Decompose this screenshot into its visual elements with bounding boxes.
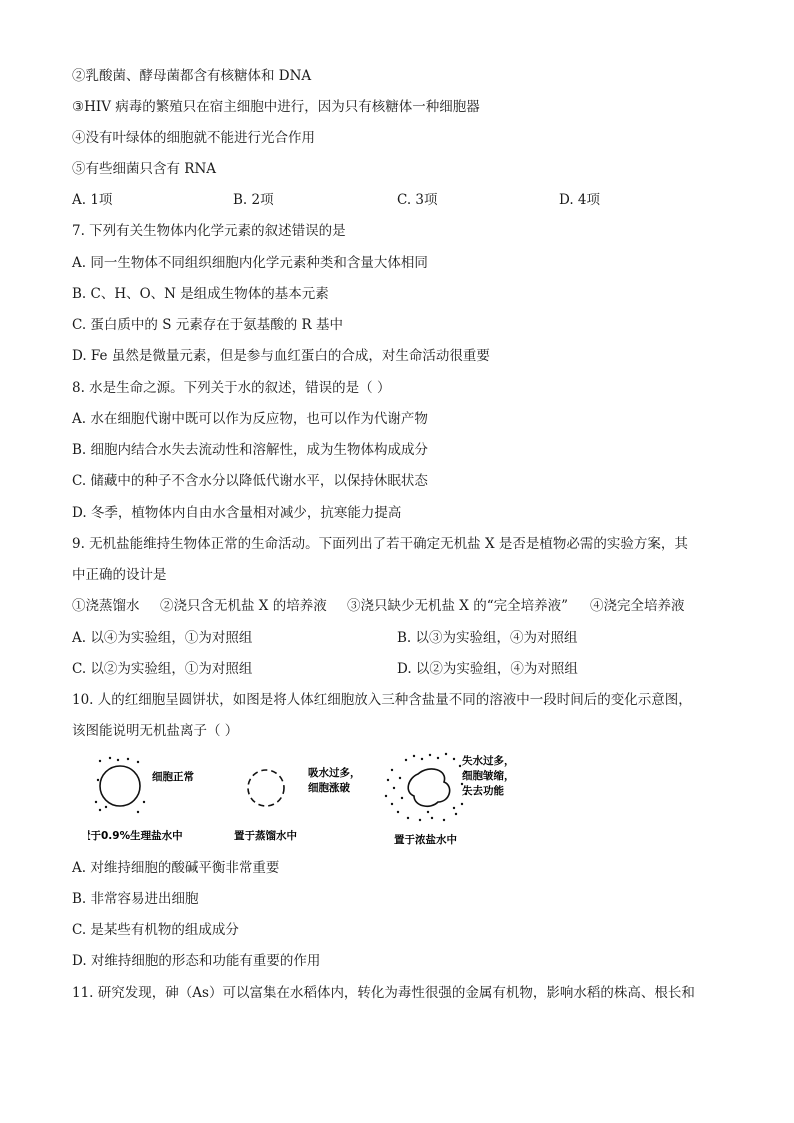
shrunken-cell-label-2: 细胞皱缩， (462, 770, 515, 782)
q6-item-3: ③HIV 病毒的繁殖只在宿主细胞中进行，因为只有核糖体一种细胞器 (72, 99, 480, 115)
q8-stem: 8. 水是生命之源。下列关于水的叙述，错误的是（ ） (72, 380, 391, 396)
shrunken-cell-outline (408, 769, 449, 806)
q9-choice-2: ②浇只含无机盐 X 的培养液 (160, 598, 327, 614)
q9-option-a: A. 以④为实验组，①为对照组 (72, 630, 253, 646)
q10-option-d: D. 对维持细胞的形态和功能有重要的作用 (72, 953, 321, 969)
q8-option-a: A. 水在细胞代谢中既可以作为反应物，也可以作为代谢产物 (72, 411, 428, 427)
q6-option-b: B. 2项 (233, 192, 274, 208)
q8-option-b: B. 细胞内结合水失去流动性和溶解性，成为生物体构成成分 (72, 442, 429, 458)
q7-option-a: A. 同一生物体不同组织细胞内化学元素种类和含量大体相同 (72, 255, 428, 271)
q6-option-a: A. 1项 (72, 192, 113, 208)
q9-option-d: D. 以②为实验组，④为对照组 (397, 661, 578, 677)
burst-cell-label-2: 细胞涨破 (308, 782, 350, 794)
q10-option-a: A. 对维持细胞的酸碱平衡非常重要 (72, 860, 280, 876)
q9-choice-4: ④浇完全培养液 (590, 598, 685, 614)
q7-stem: 7. 下列有关生物体内化学元素的叙述错误的是 (72, 223, 346, 239)
q7-option-c: C. 蛋白质中的 S 元素存在于氨基酸的 R 基中 (72, 317, 344, 333)
q10-stem-line1: 10. 人的红细胞呈圆饼状，如图是将人体红细胞放入三种含盐量不同的溶液中一段时间后的变化示意图， (72, 692, 692, 708)
shrunken-cell-salt-dots (385, 753, 467, 821)
q7-option-b: B. C、H、O、N 是组成生物体的基本元素 (72, 286, 329, 302)
q10-option-b: B. 非常容易进出细胞 (72, 891, 199, 907)
burst-cell-circle (248, 770, 284, 806)
q9-choice-3: ③浇只缺少无机盐 X 的“完全培养液” (347, 598, 568, 614)
q8-option-d: D. 冬季，植物体内自由水含量相对减少，抗寒能力提高 (72, 505, 402, 521)
burst-cell-panel (234, 766, 361, 842)
q6-option-c: C. 3项 (397, 192, 438, 208)
q6-item-4: ④没有叶绿体的细胞就不能进行光合作用 (72, 130, 315, 146)
q9-option-c: C. 以②为实验组，①为对照组 (72, 661, 253, 677)
normal-cell-caption: 置于0.9%生理盐水中 (88, 830, 183, 842)
normal-cell-panel (88, 757, 194, 842)
q9-choice-1: ①浇蒸馏水 (72, 598, 140, 614)
shrunken-cell-panel (385, 753, 515, 846)
q6-item-5: ⑤有些细菌只含有 RNA (72, 161, 217, 177)
shrunken-cell-label-3: 失去功能 (462, 785, 504, 797)
normal-cell-circle (100, 766, 140, 806)
shrunken-cell-label-1: 失水过多， (462, 755, 515, 767)
q11-stem-line1: 11. 研究发现，砷（As）可以富集在水稻体内，转化为毒性很强的金属有机物，影响水稻的株高、根长和 (72, 985, 695, 1001)
q7-option-d: D. Fe 虽然是微量元素，但是参与血红蛋白的合成，对生命活动很重要 (72, 348, 490, 364)
q8-option-c: C. 储藏中的种子不含水分以降低代谢水平，以保持休眠状态 (72, 473, 428, 489)
q10-stem-line2: 该图能说明无机盐离子（ ） (72, 723, 239, 739)
q9-stem-line1: 9. 无机盐能维持生物体正常的生命活动。下面列出了若干确定无机盐 X 是否是植物必需的实验方案，其 (72, 536, 688, 552)
q10-option-c: C. 是某些有机物的组成成分 (72, 922, 239, 938)
shrunken-cell-caption: 置于浓盐水中 (394, 834, 457, 846)
burst-cell-caption: 置于蒸馏水中 (234, 830, 297, 842)
q9-option-b: B. 以③为实验组，④为对照组 (397, 630, 578, 646)
normal-cell-label: 细胞正常 (152, 771, 194, 783)
burst-cell-label-1: 吸水过多， (308, 767, 361, 779)
q6-option-d: D. 4项 (559, 192, 601, 208)
red-blood-cell-diagram (88, 750, 548, 850)
q6-item-2: ②乳酸菌、酵母菌都含有核糖体和 DNA (72, 68, 312, 84)
q9-stem-line2: 中正确的设计是 (72, 567, 167, 583)
red-blood-cell-figure (88, 750, 548, 850)
